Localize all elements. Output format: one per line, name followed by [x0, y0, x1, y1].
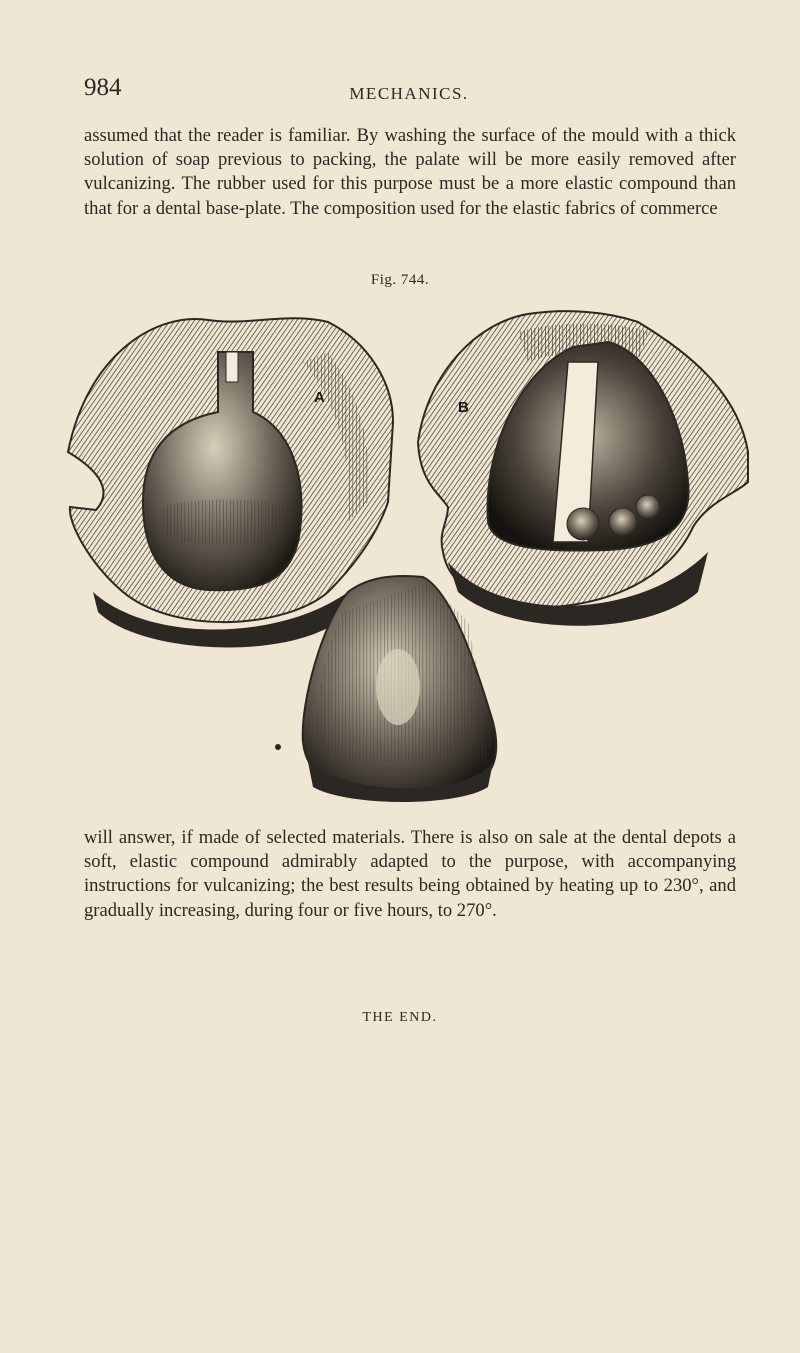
page-header — [84, 74, 734, 108]
the-end-text: THE END. — [362, 1010, 438, 1025]
paragraph-1: assumed that the reader is familiar. By washing the surface of the mould with a thick solution of soap previous to packing, the palate will be more easily removed after vulcanizing. The rubber used for this purpose must be a more elastic compound than that for a dental base-plate. The composition used for the elastic fabrics of commerce — [84, 125, 736, 219]
label-b: B — [458, 399, 469, 416]
mould-b — [418, 311, 748, 626]
running-head: MECHANICS. — [349, 84, 469, 103]
label-a: A — [314, 389, 325, 406]
figure-744-illustration — [48, 292, 760, 812]
figure-caption: Fig. 744. — [370, 272, 430, 288]
page-number: 984 — [84, 74, 122, 101]
palate-model — [275, 576, 496, 802]
paragraph-2: will answer, if made of selected materials. There is also on sale at the dental depots a soft, elastic compound admirably adapted to the purpose, with accompanying instructions for vulcanizing; the best results being obtained by heating up to 230°, and gradually increasing, during four or five hours, to 270°. — [84, 827, 736, 921]
